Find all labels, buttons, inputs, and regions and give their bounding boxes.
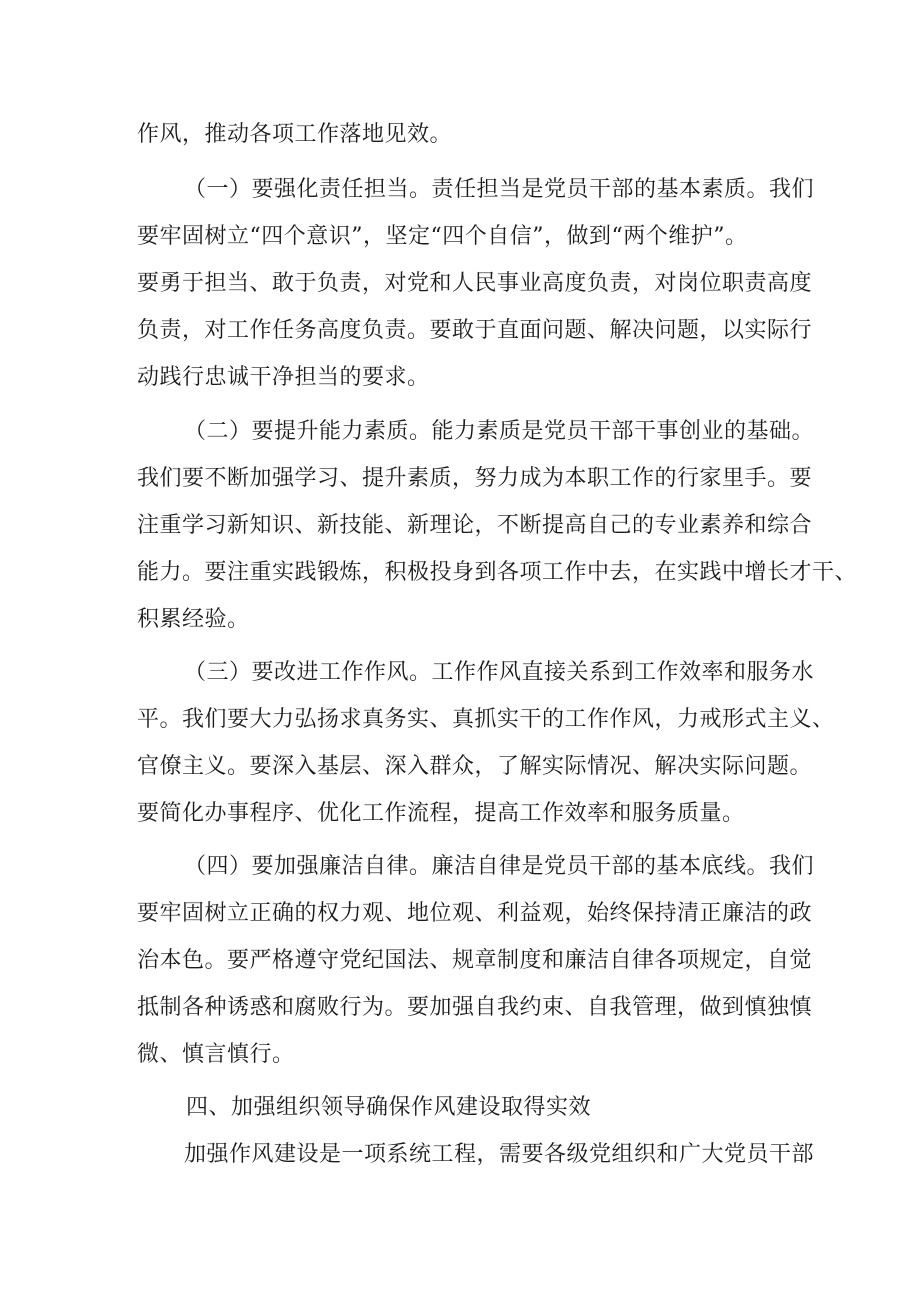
paragraph-4-line-5: 微、慎言慎行。 (137, 1042, 295, 1067)
paragraph-3-line-1: （三）要改进工作作风。工作作风直接关系到工作效率和服务水 (184, 660, 815, 685)
paragraph-4-line-3: 治本色。要严格遵守党纪国法、规章制度和廉洁自律各项规定，自觉 (137, 948, 813, 973)
paragraph-5-line-1: 加强作风建设是一项系统工程，需要各级党组织和广大党员干部 (184, 1142, 815, 1167)
paragraph-1-line-2: 要牢固树立“四个意识”，坚定“四个自信”，做到“两个维护”。 (137, 224, 748, 249)
paragraph-1-line-1: （一）要强化责任担当。责任担当是党员干部的基本素质。我们 (184, 177, 815, 202)
paragraph-2-line-1: （二）要提升能力素质。能力素质是党员干部干事创业的基础。 (184, 419, 815, 444)
paragraph-3-line-4: 要简化办事程序、优化工作流程，提高工作效率和服务质量。 (137, 801, 745, 826)
paragraph-1-line-5: 动践行忠诚干净担当的要求。 (137, 365, 430, 390)
paragraph-3-line-3: 官僚主义。要深入基层、深入群众，了解实际情况、解决实际问题。 (137, 754, 813, 779)
paragraph-2-line-5: 积累经验。 (137, 607, 250, 632)
paragraph-2-line-2: 我们要不断加强学习、提升素质，努力成为本职工作的行家里手。要 (137, 466, 813, 491)
paragraph-1-line-4: 负责，对工作任务高度负责。要敢于直面问题、解决问题，以实际行 (137, 318, 813, 343)
text-line-1: 作风，推动各项工作落地见效。 (137, 122, 453, 147)
paragraph-4-line-1: （四）要加强廉洁自律。廉洁自律是党员干部的基本底线。我们 (184, 854, 815, 879)
paragraph-4-line-4: 抵制各种诱惑和腐败行为。要加强自我约束、自我管理，做到慎独慎 (137, 995, 813, 1020)
section-heading: 四、加强组织领导确保作风建设取得实效 (186, 1095, 592, 1120)
paragraph-4-line-2: 要牢固树立正确的权力观、地位观、利益观，始终保持清正廉洁的政 (137, 901, 813, 926)
paragraph-2-line-4: 能力。要注重实践锻炼，积极投身到各项工作中去，在实践中增长才干、 (137, 560, 858, 585)
paragraph-1-line-3: 要勇于担当、敢于负责，对党和人民事业高度负责，对岗位职责高度 (137, 271, 813, 296)
paragraph-3-line-2: 平。我们要大力弘扬求真务实、真抓实干的工作作风，力戒形式主义、 (137, 707, 835, 732)
paragraph-2-line-3: 注重学习新知识、新技能、新理论，不断提高自己的专业素养和综合 (137, 513, 813, 538)
